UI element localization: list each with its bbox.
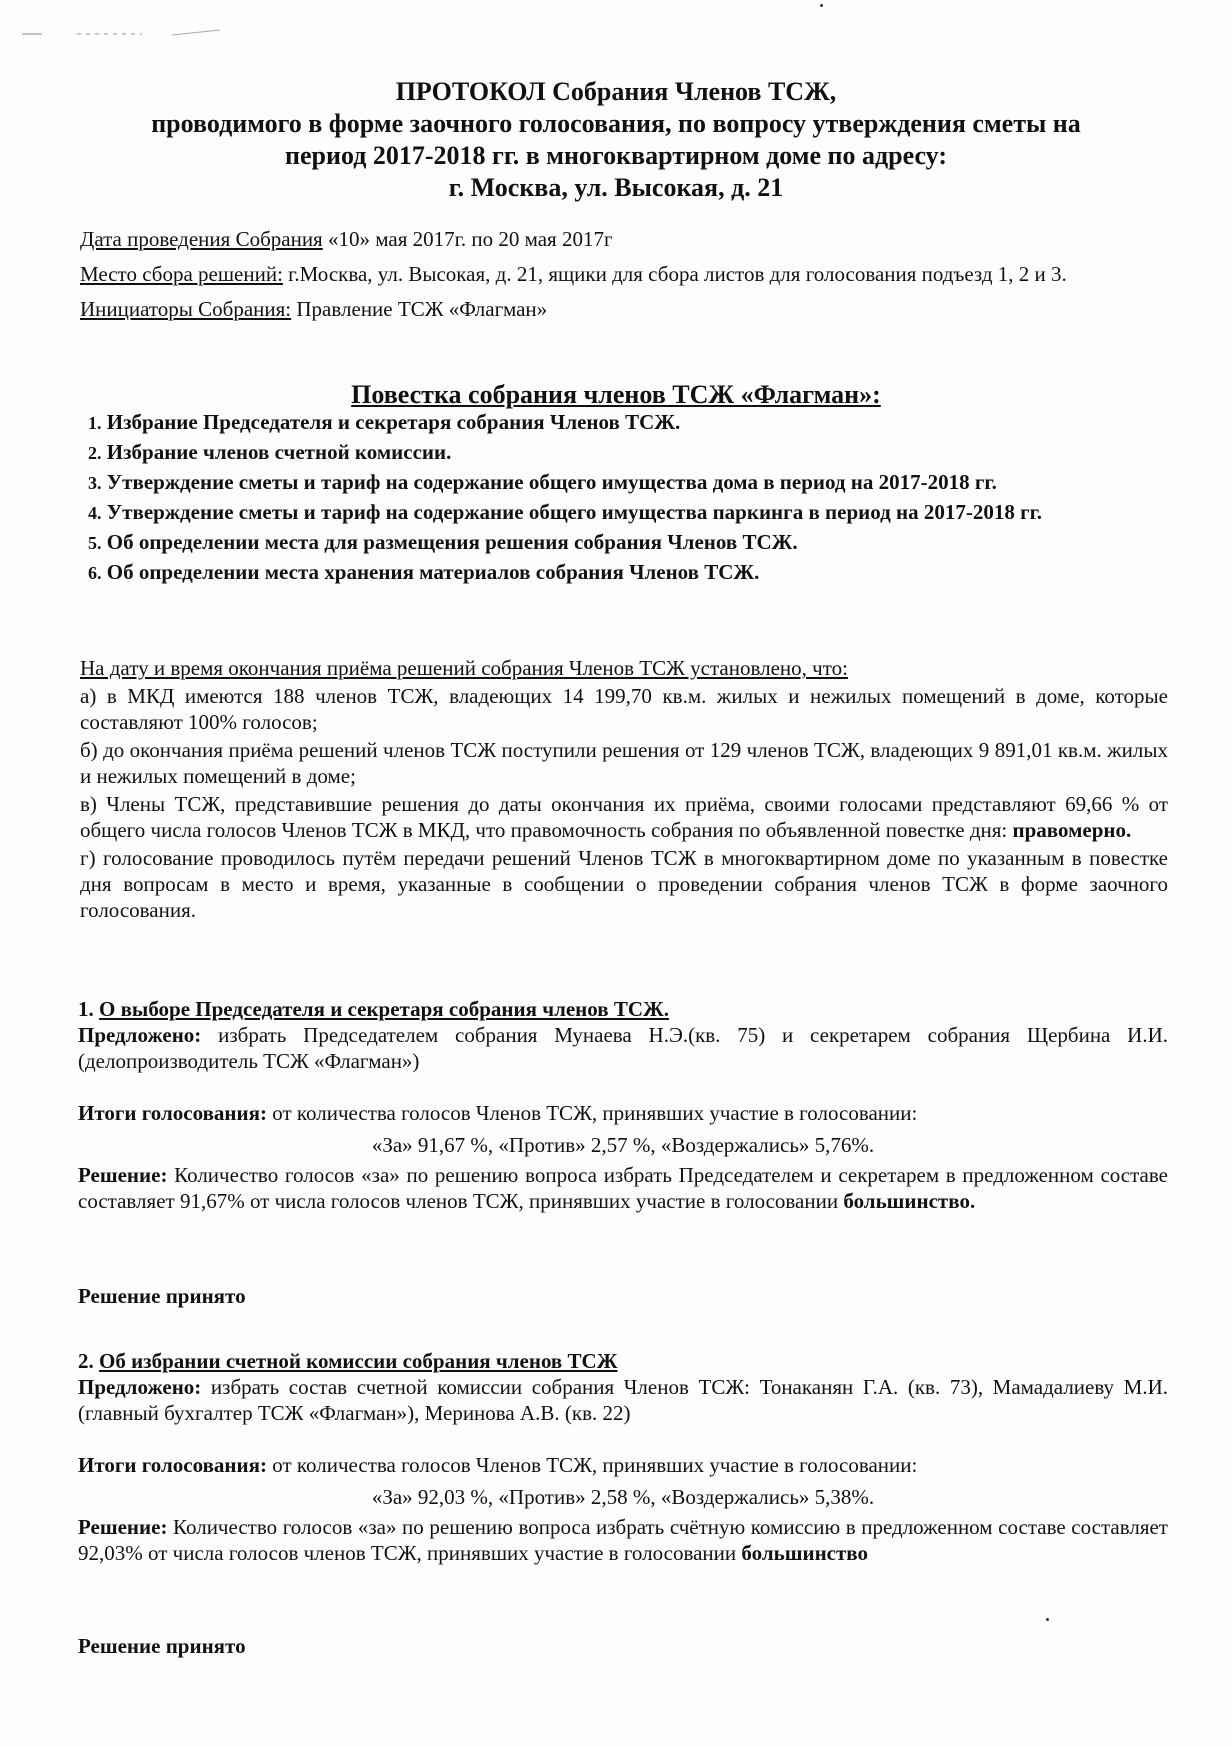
- scan-artifact: [22, 28, 222, 38]
- proposed-label: Предложено:: [78, 1023, 202, 1047]
- quorum-findings: [80, 655, 1168, 925]
- decision-text: Количество голосов «за» по решению вопроса избрать Председателем и секретарем в предложенном составе составляет 91,67% от числа голосов членов ТСЖ, принявших участие в голосовании: [78, 1163, 1168, 1213]
- title-line-1: ПРОТОКОЛ Собрания Членов ТСЖ,: [395, 77, 837, 106]
- section-1-number: 1.: [78, 997, 99, 1021]
- document-title: [60, 76, 1172, 204]
- agenda-item-number: 3.: [88, 473, 102, 493]
- decision-label: Решение:: [78, 1515, 168, 1539]
- initiators-value: Правление ТСЖ «Флагман»: [291, 297, 548, 321]
- section-1-results-values: «За» 91,67 %, «Против» 2,57 %, «Воздержались» 5,76%.: [371, 1133, 875, 1157]
- agenda-item-text: Избрание членов счетной комиссии.: [101, 440, 452, 464]
- agenda-item-text: Об определении места для размещения решения собрания Членов ТСЖ.: [101, 530, 798, 554]
- spacer: [78, 1074, 1168, 1100]
- finding-c-text: в) Члены ТСЖ, представившие решения до даты окончания их приёма, своими голосами представляют 69,66 % от общего числа голосов Членов ТСЖ в МКД, что правомочность собрания по объявленной повестке дня:: [80, 792, 1168, 842]
- agenda-item-number: 1.: [88, 413, 102, 433]
- results-label: Итоги голосования:: [78, 1101, 267, 1125]
- section-1-decision: [78, 1162, 1168, 1214]
- agenda-title: Повестка собрания членов ТСЖ «Флагман»:: [351, 380, 881, 409]
- section-1-results: [78, 1100, 1168, 1126]
- findings-intro: На дату и время окончания приёма решений собрания Членов ТСЖ установлено, что:: [80, 656, 848, 680]
- agenda-item-text: Избрание Председателя и секретаря собрания Членов ТСЖ.: [101, 410, 681, 434]
- agenda-item-text: Утверждение сметы и тариф на содержание общего имущества паркинга в период на 2017-2018 гг.: [101, 500, 1043, 524]
- agenda-list: [88, 409, 1168, 589]
- agenda-item-number: 4.: [88, 503, 102, 523]
- scan-speck: [820, 4, 823, 7]
- place-value: г.Москва, ул. Высокая, д. 21, ящики для сбора листов для голосования подъезд 1, 2 и 3.: [282, 262, 1067, 286]
- finding-d: г) голосование проводилось путём передачи решений Членов ТСЖ в многоквартирном доме по указанным в повестке дня вопросам в место и время, указанные в сообщении о проведении собрания членов ТСЖ в форме заочного голосования.: [80, 846, 1168, 922]
- proposed-text: избрать состав счетной комиссии собрания Членов ТСЖ: Тонаканян Г.А. (кв. 73), Мамадалиеву М.И. (главный бухгалтер ТСЖ «Флагман»), Меринова А.В. (кв. 22): [78, 1375, 1168, 1425]
- finding-a: а) в МКД имеются 188 членов ТСЖ, владеющих 14 199,70 кв.м. жилых и нежилых помещений в доме, которые составляют 100% голосов;: [80, 684, 1168, 734]
- section-1-heading: [78, 996, 1168, 1022]
- section-2-results: [78, 1452, 1168, 1478]
- proposed-label: Предложено:: [78, 1375, 202, 1399]
- agenda-item-number: 5.: [88, 533, 102, 553]
- section-2-results-values: «За» 92,03 %, «Против» 2,58 %, «Воздержались» 5,38%.: [371, 1485, 875, 1509]
- section-2-accepted: Решение принято: [78, 1634, 246, 1658]
- title-line-2: проводимого в форме заочного голосования, по вопросу утверждения сметы на: [151, 109, 1081, 138]
- section-2-decision: [78, 1514, 1168, 1566]
- scan-speck: [1046, 1618, 1049, 1621]
- section-1-title: О выборе Председателя и секретаря собрания членов ТСЖ.: [99, 997, 670, 1021]
- collection-place: [80, 261, 1168, 288]
- agenda-item-number: 2.: [88, 443, 102, 463]
- meeting-initiators: [80, 296, 1168, 323]
- meeting-date: [80, 226, 1168, 253]
- decision-verdict: большинство.: [843, 1189, 976, 1213]
- agenda-item-text: Утверждение сметы и тариф на содержание общего имущества дома в период на 2017-2018 гг.: [101, 470, 997, 494]
- results-label: Итоги голосования:: [78, 1453, 267, 1477]
- agenda-item: [88, 409, 1168, 437]
- date-label: Дата проведения Собрания: [80, 227, 323, 251]
- section-2-title: Об избрании счетной комиссии собрания членов ТСЖ: [99, 1349, 618, 1373]
- results-text: от количества голосов Членов ТСЖ, принявших участие в голосовании:: [266, 1101, 918, 1125]
- meeting-details: [80, 226, 1168, 331]
- title-line-3: период 2017-2018 гг. в многоквартирном доме по адресу:: [284, 141, 947, 170]
- agenda-item: [88, 499, 1168, 527]
- agenda-item: [88, 559, 1168, 587]
- proposed-text: избрать Председателем собрания Мунаева Н.Э.(кв. 75) и секретарем собрания Щербина И.И.(делопроизводитель ТСЖ «Флагман»): [78, 1023, 1168, 1073]
- finding-c: [80, 791, 1168, 843]
- title-line-4: г. Москва, ул. Высокая, д. 21: [448, 173, 784, 202]
- agenda-item: [88, 439, 1168, 467]
- section-2: [78, 1348, 1168, 1566]
- finding-c-verdict: правомерно.: [1012, 818, 1132, 842]
- section-1-proposal: [78, 1022, 1168, 1074]
- finding-b: б) до окончания приёма решений членов ТСЖ поступили решения от 129 членов ТСЖ, владеющих 9 891,01 кв.м. жилых и нежилых помещений в доме;: [80, 738, 1168, 788]
- decision-text: Количество голосов «за» по решению вопроса избрать счётную комиссию в предложенном составе составляет 92,03% от числа голосов членов ТСЖ, принявших участие в голосовании: [78, 1515, 1168, 1565]
- section-1-accepted: Решение принято: [78, 1284, 246, 1308]
- results-text: от количества голосов Членов ТСЖ, принявших участие в голосовании:: [266, 1453, 918, 1477]
- place-label: Место сбора решений:: [80, 262, 283, 286]
- section-2-proposal: [78, 1374, 1168, 1426]
- section-2-number: 2.: [78, 1349, 99, 1373]
- section-1: [78, 996, 1168, 1214]
- decision-label: Решение:: [78, 1163, 168, 1187]
- spacer: [78, 1426, 1168, 1452]
- decision-verdict: большинство: [741, 1541, 869, 1565]
- agenda-item: [88, 469, 1168, 497]
- agenda-item-number: 6.: [88, 563, 102, 583]
- initiators-label: Инициаторы Собрания:: [80, 297, 292, 321]
- agenda-item-text: Об определении места хранения материалов собрания Членов ТСЖ.: [101, 560, 760, 584]
- section-2-heading: [78, 1348, 1168, 1374]
- agenda-item: [88, 529, 1168, 557]
- date-value: «10» мая 2017г. по 20 мая 2017г: [322, 227, 613, 251]
